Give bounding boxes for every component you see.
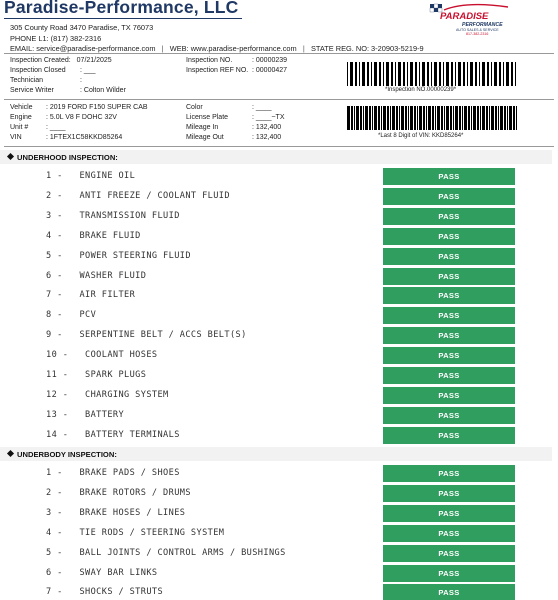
section-title-text: UNDERHOOD INSPECTION:: [17, 153, 118, 162]
inspection-ref-number: [186, 67, 288, 74]
status-badge: PASS: [383, 307, 515, 324]
inspection-item-row: [0, 268, 552, 288]
status-badge: PASS: [383, 327, 515, 344]
value: : ____: [46, 124, 66, 131]
inspection-item-label: 2 - ANTI FREEZE / COOLANT FLUID: [46, 190, 230, 201]
status-badge: PASS: [383, 228, 515, 245]
inspection-item-label: 5 - BALL JOINTS / CONTROL ARMS / BUSHINGS: [46, 547, 286, 558]
label: Technician: [10, 77, 44, 84]
logo-title: PARADISE: [440, 11, 489, 22]
value: : ____~TX: [252, 114, 285, 121]
logo-subtitle: PERFORMANCE: [462, 22, 503, 28]
inspection-item-label: 6 - WASHER FLUID: [46, 270, 147, 281]
vin-barcode: [347, 106, 519, 134]
diamond-bullet-icon: [7, 153, 14, 160]
value: : ___: [80, 67, 96, 74]
value: : 00000427: [252, 67, 288, 74]
status-badge: PASS: [383, 248, 515, 265]
inspection-item-label: 9 - SERPENTINE BELT / ACCS BELT(S): [46, 330, 247, 341]
logo-tagline: AUTO SALES & SERVICE: [456, 28, 499, 32]
inspection-item-label: 1 - BRAKE PADS / SHOES: [46, 468, 180, 478]
technician: [10, 77, 82, 84]
inspection-item-label: 1 - ENGINE OIL: [46, 171, 136, 181]
mileage-in: [186, 124, 282, 131]
inspection-item-label: 4 - TIE RODS / STEERING SYSTEM: [46, 527, 225, 538]
company-state-reg: STATE REG. NO: 3-20903-5219-9: [310, 44, 424, 53]
label: Inspection Created:: [10, 57, 71, 64]
label: Mileage Out: [186, 134, 224, 141]
color: [186, 104, 272, 111]
inspection-item-row: [0, 505, 552, 525]
status-badge: PASS: [383, 208, 515, 225]
value: : 132,400: [252, 124, 282, 131]
label: VIN: [10, 134, 22, 141]
value: : 00000239: [252, 57, 288, 64]
inspection-closed: [10, 67, 96, 74]
status-badge: PASS: [383, 505, 515, 522]
status-badge: PASS: [383, 565, 515, 582]
separator: |: [298, 44, 309, 53]
inspection-item-row: [0, 168, 552, 188]
inspection-item-label: 5 - POWER STEERING FLUID: [46, 250, 191, 261]
inspection-item-label: 3 - BRAKE HOSES / LINES: [46, 507, 186, 518]
inspection-item-label: 14 - BATTERY TERMINALS: [46, 429, 180, 440]
value: : 5.0L V8 F DOHC 32V: [46, 114, 117, 121]
inspection-item-row: [0, 465, 552, 485]
company-logo: [426, 2, 518, 36]
inspection-barcode-caption: *Inspection NO.00000239*: [385, 87, 457, 93]
company-web[interactable]: WEB: www.paradise-performance.com: [169, 44, 297, 53]
section-title: [8, 450, 117, 459]
diamond-bullet-icon: [7, 450, 14, 457]
label: Engine: [10, 114, 32, 121]
company-email[interactable]: EMAIL: service@paradise-performance.com: [10, 44, 156, 53]
inspection-item-row: [0, 387, 552, 407]
label: Service Writer: [10, 87, 54, 94]
service-writer: [10, 87, 126, 94]
value: : ____: [252, 104, 272, 111]
company-name: Paradise-Performance, LLC: [4, 0, 239, 17]
status-badge: PASS: [383, 387, 515, 404]
inspection-item-label: 4 - BRAKE FLUID: [46, 230, 141, 241]
inspection-item-row: [0, 367, 552, 387]
status-badge: PASS: [383, 188, 515, 205]
inspection-barcode: [347, 62, 519, 90]
inspection-item-label: 8 - PCV: [46, 310, 97, 321]
inspection-item-row: [0, 347, 552, 367]
title-underline: [4, 18, 242, 19]
label: Vehicle: [10, 104, 33, 111]
inspection-item-label: 7 - SHOCKS / STRUTS: [46, 587, 164, 598]
inspection-item-row: [0, 307, 552, 327]
status-badge: PASS: [383, 525, 515, 542]
vehicle: [10, 104, 148, 111]
status-badge: PASS: [383, 268, 515, 285]
company-address: 305 County Road 3470 Paradise, TX 76073: [10, 23, 154, 32]
engine: [10, 114, 117, 121]
section-title-text: UNDERBODY INSPECTION:: [17, 450, 117, 459]
logo-phone: 817-382-2316: [466, 32, 489, 36]
divider: [4, 146, 554, 147]
inspection-item-row: [0, 208, 552, 228]
label: License Plate: [186, 114, 229, 121]
divider: [4, 99, 554, 100]
value: :: [80, 77, 82, 84]
inspection-item-label: 11 - SPARK PLUGS: [46, 370, 147, 380]
value: : 2019 FORD F150 SUPER CAB: [46, 104, 148, 111]
status-badge: PASS: [383, 545, 515, 562]
inspection-item-row: [0, 427, 552, 447]
inspection-item-label: 7 - AIR FILTER: [46, 290, 136, 301]
status-badge: PASS: [383, 287, 515, 304]
company-contact-line: [10, 44, 424, 53]
vin: [10, 134, 123, 141]
inspection-item-row: [0, 525, 552, 545]
inspection-item-label: 6 - SWAY BAR LINKS: [46, 567, 158, 578]
inspection-item-row: [0, 188, 552, 208]
value: 07/21/2025: [76, 57, 112, 64]
status-badge: PASS: [383, 584, 515, 600]
status-badge: PASS: [383, 485, 515, 502]
label: Inspection REF NO.: [186, 67, 249, 74]
section-title: [8, 153, 118, 162]
inspection-item-label: 13 - BATTERY: [46, 409, 125, 420]
inspection-item-row: [0, 327, 552, 347]
status-badge: PASS: [383, 168, 515, 185]
vin-barcode-caption: *Last 8 Digit of VIN: KKD85264*: [378, 133, 464, 139]
status-badge: PASS: [383, 427, 515, 444]
status-badge: PASS: [383, 367, 515, 384]
inspection-item-row: [0, 287, 552, 307]
inspection-item-row: [0, 485, 552, 505]
divider: [4, 53, 554, 54]
license-plate: [186, 114, 285, 121]
inspection-created: [10, 57, 112, 64]
separator: |: [157, 44, 168, 53]
value: : Colton Wilder: [80, 87, 126, 94]
inspection-item-label: 3 - TRANSMISSION FLUID: [46, 210, 180, 221]
value: : 132,400: [252, 134, 282, 141]
company-phone: PHONE L1: (817) 382-2316: [10, 34, 102, 43]
inspection-item-row: [0, 584, 552, 600]
label: Inspection Closed: [10, 67, 66, 74]
inspection-item-label: 2 - BRAKE ROTORS / DRUMS: [46, 487, 191, 498]
status-badge: PASS: [383, 347, 515, 364]
mileage-out: [186, 134, 282, 141]
label: Unit #: [10, 124, 29, 131]
status-badge: PASS: [383, 465, 515, 482]
label: Mileage In: [186, 124, 219, 131]
label: Inspection NO.: [186, 57, 233, 64]
label: Color: [186, 104, 203, 111]
status-badge: PASS: [383, 407, 515, 424]
inspection-item-row: [0, 545, 552, 565]
inspection-item-row: [0, 565, 552, 585]
inspection-item-label: 12 - CHARGING SYSTEM: [46, 389, 169, 400]
value: : 1FTEX1C58KKD85264: [46, 134, 123, 141]
unit-number: [10, 124, 66, 131]
inspection-item-label: 10 - COOLANT HOSES: [46, 350, 158, 361]
inspection-item-row: [0, 407, 552, 427]
inspection-item-row: [0, 248, 552, 268]
inspection-item-row: [0, 228, 552, 248]
inspection-number: [186, 57, 288, 64]
